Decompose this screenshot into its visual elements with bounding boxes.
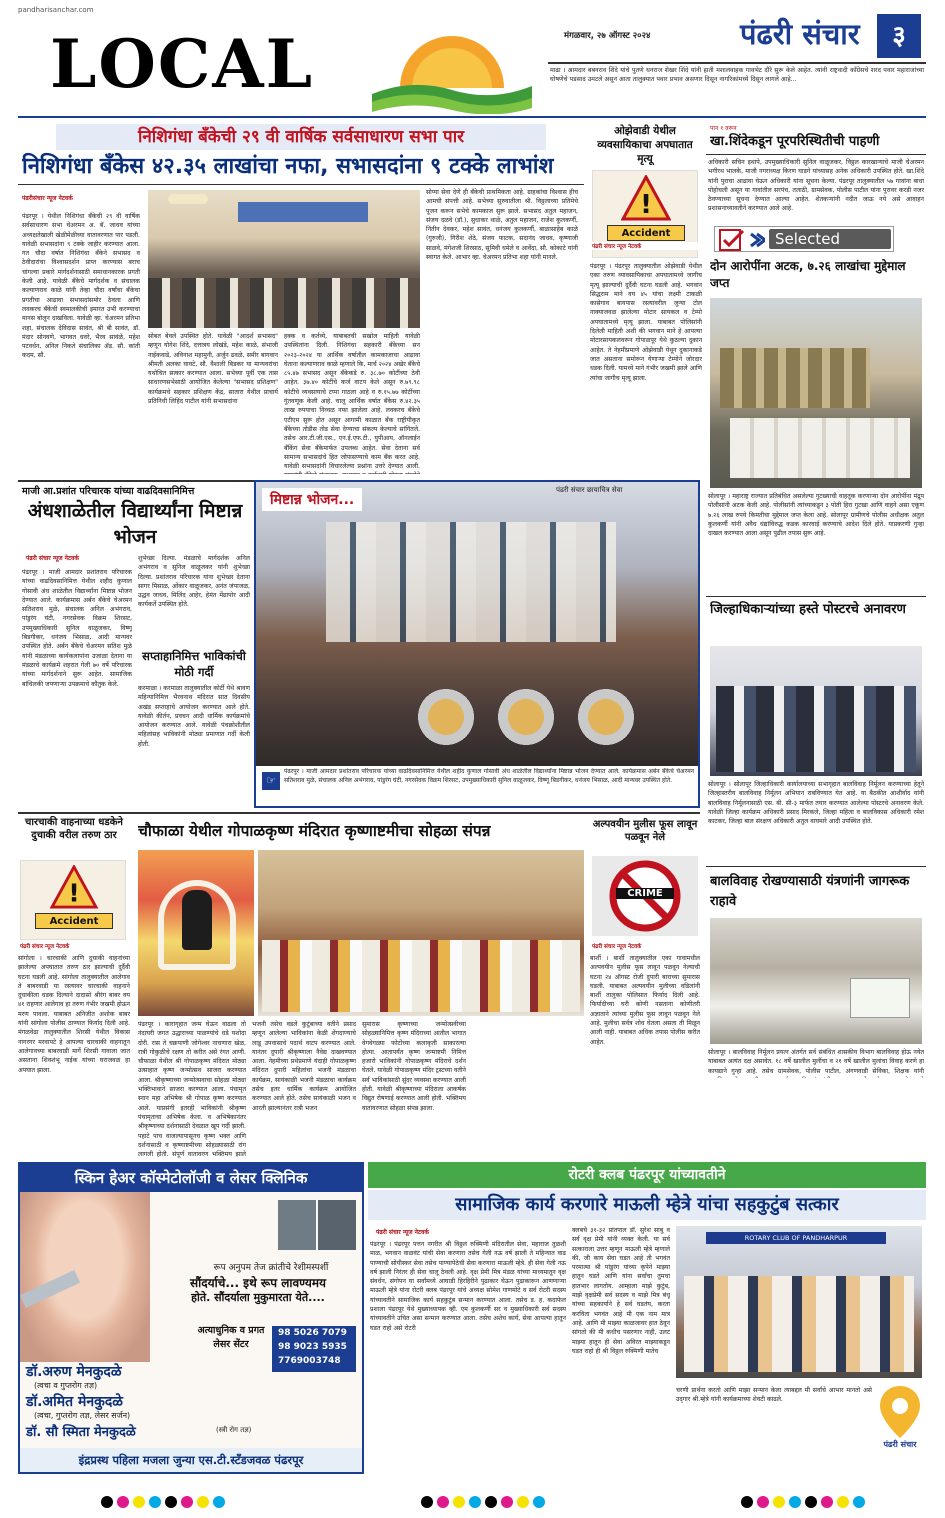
- phone-box: [272, 1326, 356, 1372]
- krishna-col1: पंढरपूर । कारागृहात जन्म घेऊन वाढला तो नंदाघरी जगत उद्धाराच्या पाळण्यांचे धडे यशोदा दोरी. रास ते चक्रपाणी जोगेश्वर नाचणारा खेळ, रात्री गोकुळीचे रक्षण तो करीत असे रंगत आणी. चौफाळा येथील श्री गोपाळकृष्ण मंदिरात मोठ्या उत्साहात कृष्ण जन्मोत्सव साजरा करण्यात आला. श्रीकृष्णाच्या जन्मोत्सवाचा सोहळा मोठ्या भक्तिभावाने साजरा करण्यात आला. पंचामृत स्नान महा अभिषेक श्री गोपाळ कृष्ण करण्यात आले. याप्रसंगी इतरही भाविकांनी श्रीकृष्ण पंचामृताचा अभिषेक केला. व अभिषेकानंतर श्रीकृष्णाच्या दर्शनासाठी देवळात खूप गर्दी झाली. पहाटे पाच वाजल्यापासूनच कृष्ण भक्त आणि दर्शनासाठी व कृष्णाष्टमीच्या सोहळ्यासाठी रांग लागली होती. संपूर्ण वातावरण भक्तिमय झाले: [138, 1021, 246, 1158]
- rotary-col2: क्लबचे ३१-३२ प्रांतपाल डॉ. सुरेश साबु व सर्व वृक्ष प्रेमी यांनी व्यक्त केली. या सर्व सत्काराला उत्तर म्हणून माऊली म्हेत्रे म्हणाले की, जी काय सेवा घडत आहे ती भगवंत परमात्मा श्री पांडुरंग यांच्या कृपेने माझ्या हातून घडते आणि यांना सर्वांचा तुमचा हातभार लागतोय. आम्हाला माझे कुटुंब, माझे वृक्षप्रेमी सर्व सदस्य व माझे मित्र बंधू यांच्या सहकार्याने हे सर्व घडतंय, करता करविता भगवंत आहे मी एक नाम मात्र आहे. आणि मी माझ्या काळजावर हात ठेवून सांगतो की मी कधीच पसरणार नाही, उलट माझ्या हातून ही सेवा अविरत माझ्याकडून घडत राहो ही श्री विठ्ठल रुक्मिणी मातेच: [572, 1227, 670, 1355]
- meeting-photo: [710, 918, 922, 1044]
- issue-date: मंगळवार, २७ ऑगस्ट २०२४: [564, 31, 651, 41]
- saptah-body: करमाळा । करमाळा तालुक्यातील कोर्टी येथे श्रावण महिन्यानिमित्त भैरवनाथ मंदिरात सात दिवसीय अखंड सप्ताहाचे आयोजन करण्यात आले होते. यावेळी कीर्तन, प्रवचन आदी धार्मिक कार्यक्रमांचे आयोजन करण्यात आले. यावेळी पंचक्रोशीतील महिलांसह भाविकांनी मोठ्या प्रमाणात गर्दी केली होती.: [138, 685, 250, 748]
- temple-photo: [138, 850, 254, 1016]
- arrest-photo: [710, 298, 922, 488]
- doctor2-name: डॉ.अमित मेनकुदळे: [26, 1394, 123, 1410]
- right-column: [706, 122, 926, 1078]
- doctor1-spec: (त्वचा व गुप्तरोग तज्ञ): [34, 1381, 98, 1390]
- page-number: ३: [877, 14, 921, 58]
- bank-meeting-photo: [148, 190, 420, 328]
- photo-credit: पंढरी संचार छायाचित्र सेवा: [556, 486, 623, 494]
- flower-garland: [158, 880, 236, 970]
- doctor-photo-2: [318, 1200, 356, 1250]
- continued-label: पान १ वरून: [710, 125, 737, 132]
- krishna-col2: भजनी तसेच वडले कुटुंबाच्या वतीने प्रसाद म्हणून आलेल्या भाविकांना केळी शेंगदाण्याचे लाडू उपवासाचे पदार्थ वाटप करण्यात आले. यानंतर दुपारी श्रीकृष्णाला नैवेद्य दाखवण्यात आला. नेहमीच्या प्रथेप्रमाणे यंदाही गोपाळकृष्ण मंदिरात दुपारी महिलांचा भजनी मंडळाचा कार्यक्रम, सायंकाळी भजनी मंडळाचा कार्यक्रम तसेच इतर धार्मिक कार्यक्रम आयोजित करण्यात आले होते. तसेच सायंकाळी भजन व आरती झाल्यानंतर रात्री भजन: [252, 1021, 356, 1112]
- crime-sign-box: [592, 856, 698, 936]
- standing-guests: [326, 522, 616, 642]
- rotary-byline: पंढरी संचार न्यूज नेटवर्क: [376, 1229, 429, 1236]
- tractor-body: सांगोला । चारचाकी आणि दुचाकी वाहनांच्या झालेल्या अपघातात तरुण ठार झाल्याची दुर्दैवी घटना घडली आहे. सांगोला तालुक्यातील आलेगाव ते बाबरवाडी या रस्त्यावर चारचाकी वाहनाने दुचाकीला धडक दिल्याने दादासो श्रीरंग बाबर वय ४१ राहणार आलेगाव हा तरुण गंभीर जखमी होऊन मरण पावला. याबाबत अनिजीत अशोक बाबर यांनी सांगोला पोलीस ठाण्यात फिर्याद दिली आहे. मंगळवेढा तालुक्यातील शिरसी येथील विकास नागरगर मरवापटे हे आपल्या चारचाकी वाहनातून आलेगावच्या बाबरवाडी मार्गे शिरसी गावाला जात असताना शिवशंभू नाईक यांच्या घराजवळ हा अपघात झाला.: [18, 955, 130, 1074]
- krishna-col3: सुमारास कृष्णाच्या जन्मोत्सवीच्या सोहळ्यानिमित्त कृष्ण मंदिराच्या आतील भागात वेगवेगळ्या फोटोंच्या कलाकृती साकारल्या होत्या. आतापर्यंत कृष्ण जन्माष्टमी निमित्त हजारो भाविकांनी गोपाळकृष्ण मंदिराचे दर्शन घेतले. यावेळी गोपाळकृष्ण मंदिर ट्रस्टच्या वतीने सर्व भाविकांसाठी सुंदर व्यवस्था करण्यात आली होती. यावेळी श्रीकृष्णाच्या मंदिराला आकर्षक विद्युत रोषणाई करण्यात आली होती. भक्तिमय वातावरणात सोहळा संपन्न झाला.: [362, 1021, 466, 1112]
- svg-text:!: !: [68, 878, 80, 908]
- selected-label: Selected: [769, 229, 891, 249]
- devotees-photo: [258, 850, 584, 1016]
- crime-sign-label: CRIME: [616, 888, 674, 899]
- photo-story: [254, 480, 700, 808]
- clinic-tagline-3: होते. सौंदर्याला मुकुमारता येते....: [191, 1291, 325, 1304]
- location-pin-icon: [876, 1384, 924, 1440]
- photo-label: मिष्टान्न भोजन...: [262, 488, 362, 511]
- website-label: pandharisanchar.com: [18, 6, 94, 14]
- print-marks-center: [420, 1494, 550, 1508]
- main-col2: सोबत बेवले उपस्थित होते. यावेळी "आदर्श सभासद" म्हणून योगेश शिंदे, दत्तात्रय लोखंडे, महेश काळे, संभाजी नाईकवाडे, अविनाश महामुनी, अर्जुन ढवळे, समीर बागवान श्रीमती अलका घावटे, सौ. वैशाली बिडकर या मान्यवरांचा यथोचित सत्कार करण्यात आला. सभेच्या पूर्वी एक तास साधारणसभेसाठी आयोजित केलेल्या "सभासद प्रशिक्षण" कार्यक्रमचे सहकार प्रशिक्षण केंद्र, सातारा येथील प्राचार्य प्रतिनिधी लिहिंद पाटील यांनी सभासदांना: [148, 333, 278, 406]
- main-col1: पंढरपूर । येथील निशिगंधा बँकेची २९ वी वार्षिक सर्वसाधारण सभा चेअरमन अ. बॅ. जाधव यांच्या अध्यक्षतेखाली खेळीमेळीच्या वातावरणात पार पडली. यावेळी सभासदांना ९ टक्के जाहीर करण्यात आला. गत चौदा वर्षात निशिगंधा बँकेने सभासद व ठेवीदारांचा विश्वासदर्शन प्राप्त करण्यास बराच चांगल्या प्रकारे मार्गदर्शनासाठी समाधानकारक प्रगती केली आहे. यावेळी बँकेचे मार्गदर्शक व संचालक कल्याणराव काळे यांनी तेव्हा चौदा वर्षांचा बँकेचा प्रगतीचा आढावा सभासदांसमोर ठेवला आणि लवकरच बँकेची स्वमालकीची इमारत उभी करण्याचा मानस बोलून दाखविला. यावेळी व्हा. चेअरमन प्रतिभा शहा, संचालक देविदास सावंत, श्री बी सावंत, डॉ. मंदार सोनवणे, भागवत धवरे, भैरव सावंळे, महेश पटवर्धन, अनिल निकते संचालिका ॲड. सौ. कांती कदम, सौ.: [22, 213, 140, 360]
- svg-text:!: !: [640, 190, 652, 220]
- blind-school-story: [18, 480, 250, 808]
- blind-kicker: माजी आ.प्रशांत परिचारक यांच्या वाढदिवसानिमित्त: [22, 486, 195, 497]
- collector-body: सोलापूर । सोलापूर जिल्हाधिकारी कार्यालयाच्या सभागृहात बालविवाह निर्मूलन करण्याच्या हेतूने जिल्हास्तरीय बालविवाह निर्मूलन अभियान राबविण्यात येत आहे. या बैठकीत आशीर्वाद यांनी बालविवाह निर्मूलनासाठी एस. बी. सी-३ मार्फत तयार करण्यात आलेल्या पोस्टरचे अनावरण केले. यावेळी जिल्हा कार्यक्रम अधिकारी प्रसाद मिरकले, जिल्हा महिला व बालविकास अधिकारी रमेश काटकर, जिल्हा बाल संरक्षण अधिकारी अतुल वाघमारे आदी उपस्थित होते.: [708, 781, 924, 826]
- accident-sign-label: Accident: [607, 225, 685, 241]
- rotary-banner: ROTARY CLUB OF PANDHARPUR: [706, 1232, 886, 1244]
- brand-badge: [876, 1384, 924, 1470]
- blind-byline: पंढरी संचार न्यूज नेटवर्क: [26, 555, 79, 562]
- doctor1-name: डॉ.अरुण मेनकुदळे: [26, 1364, 122, 1380]
- tractor-sign-box: [20, 860, 126, 940]
- presentation-screen: [850, 978, 910, 1018]
- phone-2: 98 9023 5935: [278, 1342, 347, 1352]
- blind-headline: अंधशाळेतील विद्यार्थ्यांना मिष्टान्न भोजन: [27, 500, 243, 548]
- rotary-col3: चरणी प्रार्थना करतो आणि माझा सन्मान केला त्याबद्दल मी सर्वांचे आभार मानतो असे उद्‌गार श्री.म्हेत्रे यांनी कार्यक्रमाच्या शेवटी काढले.: [676, 1387, 872, 1404]
- launch-group: [716, 686, 916, 772]
- krishna-headline: चौफाळा येथील गोपाळकृष्ण मंदिरात कृष्णाष्टमीचा सोहळा संपन्न: [138, 822, 491, 840]
- tractor-story: [18, 812, 130, 1160]
- rotary-headline: सामाजिक कार्य करणारे माऊली म्हेत्रे यांचा सहकुटुंब सत्कार: [368, 1190, 926, 1220]
- ticker-text: माढा । आमदार बबनराव शिंदे यांचे पुतणे धनराज शेखर शिंदे यांनी हाती मशालवाहक गावभेट दौरे सुरू केले आहेत. त्यांनी राष्ट्रवादी काँग्रेसचे शरद पवार महाराजांच्या घोषणेचे पडसाद उमटले असून आता तालुक्यात पवार प्रभाव असणार दिसून नागरिकांमध्ये दिसून लागले आहे...: [550, 67, 924, 83]
- selected-badge: [714, 226, 894, 252]
- doctor-photo-1: [278, 1200, 316, 1250]
- lunch-photo: [256, 482, 698, 766]
- rotary-kicker: रोटरी क्लब पंढरपूर यांच्यावतीने: [368, 1162, 926, 1188]
- accident-body: पंढरपूर । पंढरपूर तालुक्यातील ओझेवाडी येथील एका तरुण व्यावसायिकाचा अपघातामध्ये जागीच मृत्यू झाल्याची दुर्दैवी घटना घडली आहे. भगवान सिद्धराम माने वय ४५ यांचा लक्ष्मी टाकळी कासेगाव बायपास रस्त्यावरील जुन्या टोल नाक्याजवळ झालेल्या मोटार सायकल व टेम्पो अपघातामध्ये मृत्यू झाला. याबाबत पोलिसांनी दिलेली माहिती अशी की भगवान माने हे आपल्या मोटारसायकलवरून गोपाळपूर येथे कुठल्या दुकान आहेत. ते नेहमीप्रमाणे ओझेवाडी येथून दुकानाकडे जात असताना समोरून येणाऱ्या टेम्पोने जोरदार धडक दिली. यामध्ये माने गंभीर जखमी झाले आणि त्यांचा जागीच मृत्यू झाला.: [590, 263, 702, 382]
- collector-rule: [706, 866, 926, 867]
- main-kicker: निशिगंधा बँकेची २९ वी वार्षिक सर्वसाधारण सभा पार: [56, 124, 546, 150]
- photo-caption: पंढरपूर । माजी आमदार प्रशांतराव परिचारक यांच्या वाढदिवसानिमित्त येथील शहीद कुणाल गोसावी अंध शाळेतील विद्यार्थ्यांना मिष्टान्न भोजन देण्यात आले. कार्यक्रमास अर्बन बँकेचे चेअरमन सतिशराव मुळे, संचालक अनिल अभंगराव, पांडुरंग घंटी, नगरसेवक विक्रम शिरसट, उपमुख्याधिकारी सुनिल वाळूजकर, विष्णू बिडगीकर, धनंजय भिसाळ, आदी मान्यवर उपस्थित होते.: [284, 768, 694, 784]
- chandelier: [168, 194, 208, 204]
- krishna-story: [134, 812, 586, 1160]
- phone-1: 98 5026 7079: [278, 1328, 347, 1338]
- phone-3: 7769003748: [278, 1356, 341, 1366]
- saptah-headline: सप्ताहानिमित्त भाविकांची मोठी गर्दी: [142, 649, 246, 679]
- police-group: [720, 348, 870, 408]
- flood-headline: खा.शिंदेकडून पूरपरिस्थितीची पाहणी: [710, 134, 880, 149]
- main-col3: हक्क व कर्तव्ये, याबाबतची सखोल माहिती यावेळी उपस्थितांना दिली. निशिगंधा सहकारी बँकेच्या सन २०२३-२०२४ या आर्थिक वर्षातील कामकाजाचा आढावा घेताना कल्याणराव काळे म्हणाले कि, मार्च २०२४ अखेर बँकेचे ८५.४७ सभासद असून बँकेकडे रु. ३८.७० कोटींच्या ठेवी आहेत. ३७.४० कोटींचे कर्ज वाटप केले असून रु.७९.९८ कोटीचे व्यवसायाचे टप्पा गाठला आहे व रु.१५.७७ कोटींच्या गुंतवणूक केली आहे. चालू आर्थिक वर्षात बँकेस रु.४२.३५ लाख रुपयाचा निव्वळ नफा झालेला आहे. लवकरच बँकेचे एटीएम सुरू होत असून आगामी काळात बँक राष्ट्रीयीकृत बँकेच्या तोडीस तोड सेवा देण्याचा संकल्प केल्याचे सांगितले. तसेच आर.टी.जी.एस., एन.ई.एफ.टी., युपीआय, ऑनलाईन बँकिंग सेवा बँकेमार्फत उपलब्ध आहेत. सेवा देताना सर्व सामान्य सभासदांचे हित जोपासण्याचे काम बँक करत आहे. यावेळी सभासदांनी विचारलेल्या प्रश्नांना उत्तरे देण्यात आली.: [284, 333, 420, 471]
- tractor-sign-label: Accident: [35, 913, 113, 929]
- rotary-story: [368, 1162, 926, 1474]
- warning-sign-icon: [621, 175, 671, 221]
- clinic-title: स्किन हेअर कॉस्मेटोलॉजी व लेसर क्लिनिक: [20, 1164, 362, 1192]
- audience-row: [148, 278, 420, 328]
- poster-launch-photo: [710, 646, 922, 776]
- warning-sign-icon: [49, 865, 99, 909]
- masthead: [0, 0, 945, 124]
- doctor3-name: डॉ. सौ स्मिता मेनकुदळे: [26, 1425, 136, 1440]
- laser-device: [20, 1270, 80, 1308]
- badge-label: पंढरी संचार: [883, 1440, 917, 1449]
- section-title: LOCAL: [50, 25, 315, 103]
- flood-body: अधिकारी सचिन इथापे, उपमुख्याधिकारी सुनिल वाळूजकर, विठ्ठल कारखान्याचे माजी चेअरमन भगीरथ भालके, माजी नगराध्यक्ष किरण घाडगे यांच्यासह अनेक अधिकारी उपस्थित होते. खा.शिंदे यांनी पुराचा आढावा घेऊन अधिकारी यांना सूचना केल्या. पंढरपूर तालुक्यातील ५७ गावांना बाधा पोहोचली असून या गावांतील सरपंच, तलाठी, ग्रामसेवक, पोलीस पाटील यांना पुरावर करडी नजर ठेवण्याच्या सूचना देण्यात आल्या आहेत. शेतकऱ्यांनी नदीत जाऊ नये असे आवाहन प्रशासनाच्यावतीने करण्यात आले आहे.: [708, 159, 924, 213]
- main-rule: [18, 184, 584, 185]
- main-col5: सोप्या सेवा देणे ही बँकेची प्राथमिकता आहे. ग्राहकांचा विश्वास हीच आमची संपत्ती आहे. सभेच्या सुरुवातीला श्री. विठ्ठलाच्या प्रतिमेचे पूजन करून सभेचे कामकाज सुरू झाले. सभासद अतुल महाजन, संजय दळवे (डॉ.), सुधाकर थाळे, अतुल महाजन, राजेश कुलकर्णी, नितीन देवकर, महेश सावंत, धनंजय कुलकर्णी, बाळासाहेब काळे (गुरुजी), गिरीश शेठे, संजय फाटक, सदानंद जाधव, कृष्णाजी साळवे, मंगेशजी शिरसाठ, सुमिवी धमेले व आर्वेदा, सौ. कोकाटे यांनी स्वागत केले. आभार व्हा. चेअरमन प्रतिभा शहा यांनी मानले.: [426, 189, 578, 262]
- girl-story: [590, 812, 700, 1160]
- doctor2-spec: (त्वचा, गुप्तरोग तज्ञ, लेसर सर्जन): [34, 1411, 131, 1420]
- main-story: [18, 122, 584, 478]
- main-headline: निशिगंधा बँकेस ४२.३५ लाखांचा नफा, सभासदांना ९ टक्के लाभांश: [22, 154, 554, 179]
- girl-body: बार्शी । बार्शी तालुक्यातील एका गावामधील अल्पवयीन मुलीस फूस लावून पळवून नेल्याची घटना २४ ऑगस्ट रोजी दुपारी बाराच्या सुमारास घडली. याबाबत अल्पवयीन मुलीच्या वडिलांनी बार्शी तालुका पोलिसात फिर्याद दिली आहे. फिर्यादीच्या घरी कोणी नसताना कोणीतरी अज्ञाताने त्यांच्या मुलीस फूस लावून पळवून नेले आहे. मुलीचा सर्वत्र शोध घेतला असता ती मिळून आली नाही. याबाबत अधिक तपास पोलीस करीत आहेत.: [590, 955, 700, 1046]
- girl-headline: अल्पवयीन मुलीस फूस लावून पळवून नेले: [592, 819, 698, 843]
- masthead-bottom-rule: [18, 116, 926, 118]
- clinic-center: अत्याधुनिक व प्रगत लेसर सेंटर: [197, 1325, 265, 1350]
- stage-banner: [238, 202, 368, 222]
- print-marks-right: [740, 1494, 870, 1508]
- brand-name: पंढरी संचार: [740, 17, 860, 51]
- family-group: [684, 1276, 914, 1372]
- blind-body: पंढरपूर । माजी आमदार प्रशांतराव परिचारक यांच्या वाढदिवसानिमित्त येथील शहीद कुणाल गोसावी अंध शाळेतील विद्यार्थ्यांना मिष्टान्न भोजन देण्यात आले. कार्यक्रमास अर्बन बँकेचे चेअरमन सतिशराव मुळे, संचालक अनिल अभंगराव, पांडुरंग घंटी, नगरसेवक विक्रम शिरसट, उपमुख्याधिकारी सुनिल वाळूजकर, विष्णू बिडगीकर, धनंजय भिसाळ, आदी मान्यवर उपस्थित होते. अर्बन बँकेचे चेअरमन सतिश मुळे यांनी मंडळाच्या कार्यकलापांना उजाळा देताना या मंडळाचे कार्यक्रमे शहरात गेली ७० वर्षे परिचारक यांच्या मार्गदर्शनाने सुरू आहेत. सामाजिक बांधिलकी जपणाऱ्या उपक्रमाचे कौतुक केले.: [22, 569, 132, 688]
- doctor3-spec: (स्त्री रोग तज्ञ): [216, 1426, 252, 1434]
- masthead-rule: [548, 62, 926, 64]
- accident-byline: पंढरी संचार न्यूज नेटवर्क: [592, 242, 698, 250]
- accident-story: [588, 122, 702, 478]
- pointer-icon: ☞: [262, 772, 280, 790]
- accident-headline: ओझेवाडी येथील व्यवसायिकाचा अपघातात मृत्यू: [597, 125, 693, 165]
- model-face: [20, 1192, 150, 1362]
- clinic-tagline-1: रूप अनुपम तेज क्रांतीचे रेशीमस्पर्शी: [213, 1263, 329, 1273]
- child-marriage-headline: बालविवाह रोखण्यासाठी यंत्रणांनी जागरूक राहावे: [710, 874, 910, 909]
- checkmark-icon: [719, 229, 745, 251]
- clinic-tagline-2: सौंदर्याचे... इथे रूप लावण्यमय: [190, 1276, 326, 1290]
- print-marks-left: [100, 1494, 230, 1508]
- arrest-headline: दोन आरोपींना अटक, ७.२६ लाखांचा मुद्देमाल जप्त: [710, 259, 906, 290]
- child-marriage-body: सोलापूर । बालविवाह निर्मूलन प्रयत्न अंतर्गत सर्व संबंधित शासकीय विभाग बालविवाह होऊ नयेत याबाबत अत्यंत दक्ष असावेत. १८ वर्षे खालील मुलींचा व २१ वर्षे खालील मुलांचा विवाह करणे हा कायद्याने गुन्हा आहे. तसेच ग्रामसेवक, पोलीस पाटील, अंगणवाडी सेविका, शिक्षक यांनी: [708, 1049, 924, 1075]
- tractor-byline: पंढरी संचार न्यूज नेटवर्क: [20, 944, 70, 950]
- meal-plates: [416, 682, 686, 752]
- arrest-rule: [706, 596, 926, 597]
- arrest-body: सोलापूर । महाराष्ट्र राज्यात प्रतिबंधित असलेल्या गुटख्याची वाहतूक करणाऱ्या दोन आरोपींना मंद्रूप पोलीसांनी अटक केली आहे. पोलीसांनी त्यांच्याकडून ३ पोती हिरा गुटखा आणि वाहने असा एकूण ७.२६ लाख रुपये किमतीचा मुद्देमाल जप्त केला आहे. सोलापूर ग्रामीणचे पोलीस अधीक्षक अतुल कुलकर्णी यांनी अवैध धंद्यांविरुद्ध कडक कारवाई करण्याचे आदेश दिले होते. याप्रकरणी गुन्हा दाखल करण्यात आला असून पुढील तपास सुरू आहे.: [708, 493, 924, 538]
- sunrise-logo: [372, 28, 532, 114]
- girl-byline: पंढरी संचार न्यूज नेटवर्क: [592, 944, 642, 950]
- clinic-address: इंद्रप्रस्थ पहिला मजला जुन्या एस.टी.स्टँडजवळ पंढरपूर: [20, 1448, 362, 1472]
- rotary-col1: पंढरपूर । पंढरपूर पत्तन नगरीत श्री विठ्ठल रुक्मिणी मंदिरातील सेवा, महाराज तुळशी माळ, भगवान वाळवंट यांची सेवा करणारा तसेच गेली नऊ वर्ष झाली ते महिन्यात वाढ पाण्याची सोयीस्कर सेवा तसेच पाण्यापेठेची सेवा करणारा माऊली म्हेत्रे. ही सेवा गेली नऊ वर्ष झाली निरंतर ही सेवा चालू ठेवली आहे. वृक्ष प्रेमी मित्र मंडळ यांच्या माध्यमातून वृक्ष संवर्धन, संगोपन या सर्वांमध्ये आघाडी हिरहिरीने पुढाकार घेऊन पुढाकारून आणणाऱ्या माऊली म्हेत्रे यांना रोटरी क्लब पंढरपूर यांचे अध्यक्ष सोमेश गाणमोटे व सर्व रोटरी सदस्य यांच्यावतीने सामाजिक कार्य सहकुटुंब सन्मान करण्यात आला. तसेच ड. ह. कदाफेल प्रशाला पंढरपूर येथे मुख्याध्यापक व्ही. एम कुलकर्णी सर व मुख्याधिकारी सर्व सदस्य यांच्यावतीने उचित असा सन्मान करण्यात आला. तसेच अशेच कार्य, सेवा आपल्या हातून घडत राहो असे रोटरी: [370, 1241, 566, 1332]
- crowd: [262, 940, 580, 1012]
- saptah-intro: शुभेच्छा दिल्या. मंडळाचे मार्गदर्शक अनिल अभंगराव व सुनिल वाळूजकर यांनी शुभेच्छा दिल्या. प्रशांतराव परिचारक यांना शुभेच्छा देताना सागर मिसाळ, ओंकार वाळूजकर, अनंत जंपाजळ, उद्धव जाधव, मिलिंद आहेर, हेमंत मेंढापोर आदी कार्यकर्ते उपस्थित होते.: [138, 555, 250, 609]
- chevron-right-icon: [749, 232, 765, 248]
- flood-rule: [706, 154, 926, 155]
- tractor-headline: चारचाकी वाहनाच्या धडकेने दुचाकी वरील तरुण ठार: [25, 817, 123, 841]
- collector-headline: जिल्हाधिकाऱ्यांच्या हस्ते पोस्टरचे अनावरण: [710, 602, 906, 617]
- clinic-ad: [18, 1162, 364, 1474]
- main-byline: पंढरीसंचार न्यूज नेटवर्क: [22, 195, 73, 202]
- felicitation-photo: [676, 1226, 922, 1378]
- seized-sacks: [730, 418, 910, 478]
